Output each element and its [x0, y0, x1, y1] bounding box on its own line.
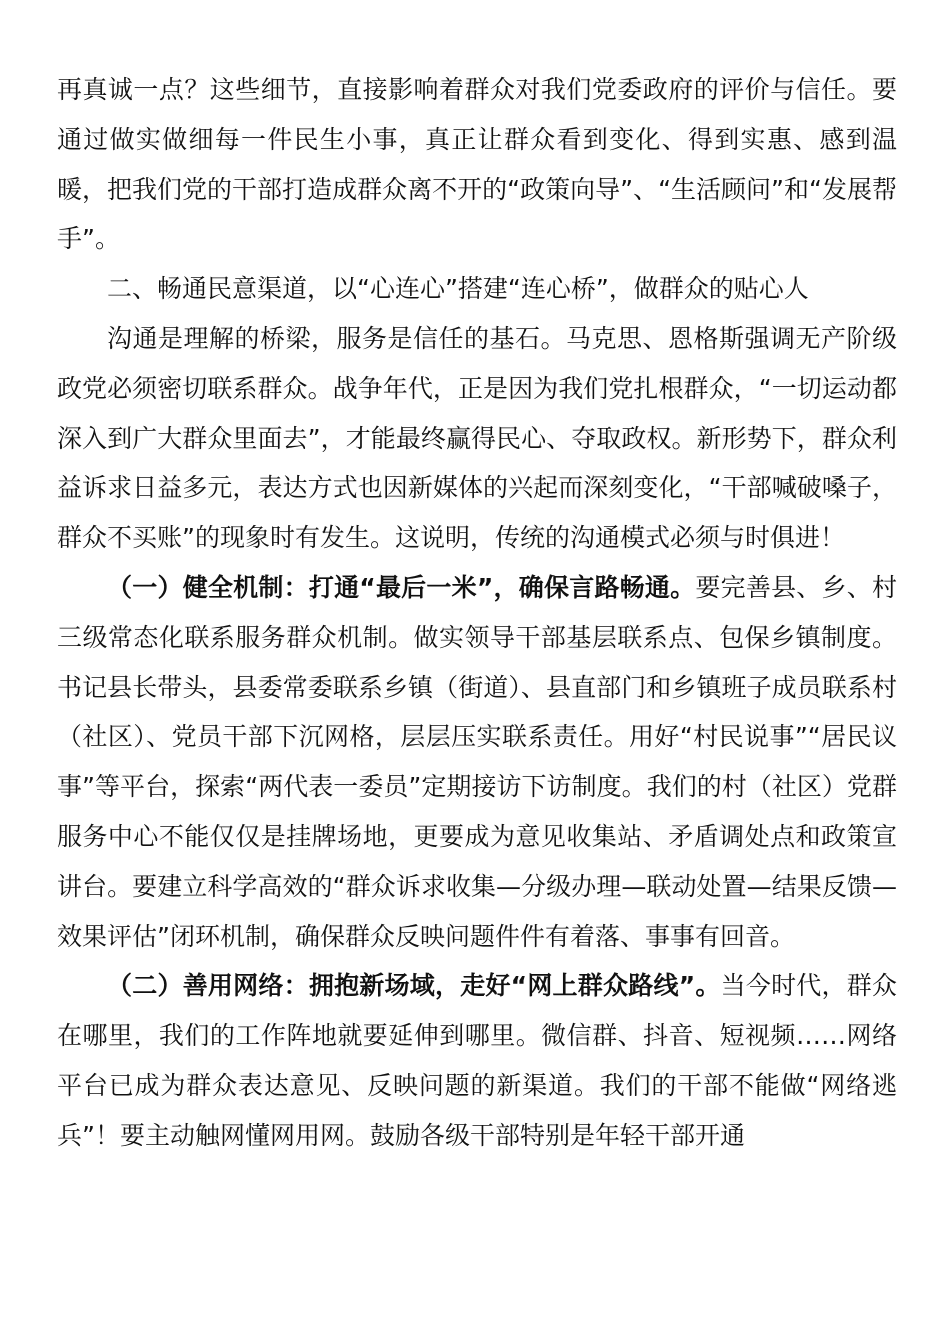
paragraph-mechanism [57, 563, 897, 961]
paragraph-continuation: 再真诚一点？这些细节，直接影响着群众对我们党委政府的评价与信任。要通过做实做细每一件民生小事，真正让群众看到变化、得到实惠、感到温暖，把我们党的干部打造成群众离不开的“政策向导”、“生活顾问”和“发展帮手”。 [57, 75, 897, 254]
paragraph-network-body: 当今时代，群众在哪里，我们的工作阵地就要延伸到哪里。微信群、抖音、短视频……网络平台已成为群众表达意见、反映问题的新渠道。我们的干部不能做“网络逃兵”！要主动触网懂网用网。鼓励各级干部特别是年轻干部开通 [57, 971, 897, 1150]
section-heading-2: 二、畅通民意渠道，以“心连心”搭建“连心桥”，做群众的贴心人 [107, 274, 809, 304]
subheading-mechanism: （一）健全机制：打通“最后一米”，确保言路畅通。 [107, 572, 696, 602]
document-page [57, 65, 897, 1161]
paragraph-network [57, 961, 897, 1160]
paragraph-communication: 沟通是理解的桥梁，服务是信任的基石。马克思、恩格斯强调无产阶级政党必须密切联系群众。战争年代，正是因为我们党扎根群众，“一切运动都深入到广大群众里面去”，才能最终赢得民心、夺取政权。新形势下，群众利益诉求日益多元，表达方式也因新媒体的兴起而深刻变化，“干部喊破嗓子，群众不买账”的现象时有发生。这说明，传统的沟通模式必须与时俱进！ [57, 323, 897, 553]
subheading-network: （二）善用网络：拥抱新场域，走好“网上群众路线”。 [107, 971, 721, 1001]
paragraph-mechanism-body: 要完善县、乡、村三级常态化联系服务群众机制。做实领导干部基层联系点、包保乡镇制度。书记县长带头，县委常委联系乡镇（街道）、县直部门和乡镇班子成员联系村（社区）、党员干部下沉网格，层层压实联系责任。用好“村民说事”“居民议事”等平台，探索“两代表一委员”定期接访下访制度。我们的村（社区）党群服务中心不能仅仅是挂牌场地，更要成为意见收集站、矛盾调处点和政策宣讲台。要建立科学高效的“群众诉求收集—分级办理—联动处置—结果反馈—效果评估”闭环机制，确保群众反映问题件件有着落、事事有回音。 [57, 572, 897, 951]
